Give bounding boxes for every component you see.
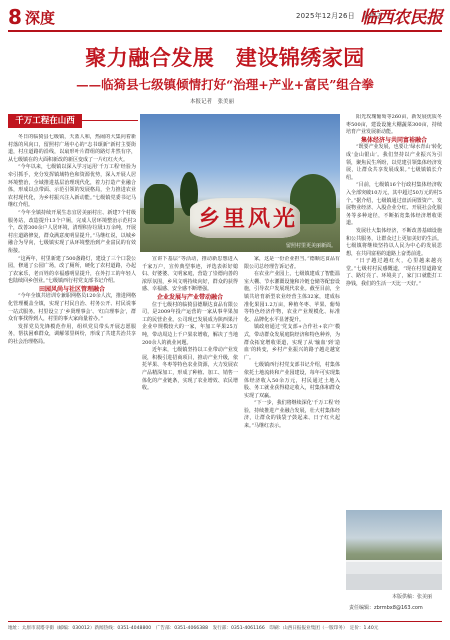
- col4-para: “日子越过越红火，心里越来越亮堂。”七级村村民感慨道，“现在村里道路宽了、路灯亮了、环境美了，家门口就能打工挣钱，我们的生活一天比一天好。”: [346, 258, 442, 288]
- col1-para: “今年全镇共培训专兼职网格员120余人次，推进网格化管理覆盖全镇，实现了村民自治、村务公开、村民说事一站式服务。村里设立了‘乡贤理事会’、‘红白理事会’，群众有事找得到人，村里的事大家商量着办。”: [8, 293, 136, 323]
- column-1: [8, 134, 136, 618]
- col3-para: 七级镇西行村党支部书记介绍，村集体依托土地流转和产业园建设，每年可实现集体经济收入50余万元，村民通过土地入股、务工就业获得稳定收入，村集体和群众实现了双赢。: [244, 362, 340, 399]
- photo-credit: 本版供稿：张美丽: [392, 594, 433, 600]
- label-rule: [82, 120, 138, 121]
- article-subhead: ——临猗县七级镇倾情打好“治理+产业+富民”组合拳: [76, 77, 374, 92]
- col4-para: “既要产业发展，也要让‘绿水青山’转化成‘金山银山’。我们坚持以产业振兴为引领，聚焦民生所盼，以党建引领集体经济发展，让群众共享发展成果。”七级镇镇长介绍。: [346, 144, 442, 181]
- page-number: 8: [8, 5, 22, 29]
- col1-para: “今年以来，七级镇以深入学习运用‘千万工程’经验为牵引抓手，充分发挥镇域特色和资源优势，深入开展人居环境整治，全域推进基层治理现代化，着力打造产业融合体，形成以点带面、示范引领的发展格局，全力推进农业农村现代化，为乡村振兴注入新动能。”七级镇党委书记马继红介绍。: [8, 164, 136, 209]
- article-headline: 聚力融合发展 建设锦绣家园: [85, 46, 365, 70]
- col3-para: 在农业产业园上，七级镇建成了智能温室大棚、节水灌溉设施和冷链仓储等配套设施，引导农户发展现代农业。截至目前，全镇共培育新型农业经营主体32家，建成标准化果园1.2万亩，种植冬枣、苹果、葡萄等特色经济作物，农业产业规模化、标准化、品牌化水平显著提升。: [244, 271, 340, 323]
- article-byline: 本报记者 张美丽: [190, 99, 235, 105]
- col4-para: 阳光玫瑰葡萄等260亩，新发展优质冬枣500亩，建设设施大棚蔬菜300亩，持续培育产业发展新动能。: [346, 114, 442, 136]
- col1-para: “这两年，村里新建了500盏路灯，建设了三个口袋公园，修通了公园广场，改了厕所，硬化了农村道路，办起了农家乐，老百姓的幸福感明显提升，在外打工的年轻人也陆续回乡创业。”七级镇西行村党支部书记介绍。: [8, 255, 136, 285]
- greenhouse-photo: [346, 510, 442, 590]
- photo-caption: 留照村里更美丽新面。: [285, 243, 336, 249]
- column-label: 千万工程在山西: [8, 114, 82, 128]
- subheading-collective-economy: 集体经济与共同富裕融合: [360, 136, 427, 144]
- article-photo: [140, 114, 340, 252]
- editor-contact: 责任编辑：zbrmbx8@163.com: [349, 605, 423, 611]
- header-rule: [8, 30, 442, 32]
- col1-para: 冬日的临猗县七级镇，天蓝人和，热闹的大集向着新村落的风向口，留照村广场中心的“志书颂新”新村主要街道，村庄道路的沿线，以扇形叶片群组的路灯井然有序，从七级镇在的大面积新改的新区变成了一片红红火火。: [8, 134, 136, 163]
- column-4: [346, 114, 442, 506]
- stone-inscription: 乡里风光: [198, 207, 299, 232]
- masthead-logo: 临西农民报: [360, 8, 443, 28]
- page-header: [0, 0, 450, 30]
- col3-para: 家，这是一份企业担当。”德顺达食品有限公司总经理告诉记者。: [244, 256, 340, 270]
- column-2: [142, 256, 238, 618]
- col3-para: 镇政府通过‘党支部+合作社+农户’模式，带动群众发展庭院经济和特色种养，为群众拓宽增收渠道，实现了从‘输血’到‘造血’的转变，乡村产业振兴的路子越走越宽广。: [244, 324, 340, 361]
- subheading-rural-governance: 田园风尚与社区管理融合: [38, 285, 105, 293]
- col2-para: 位于七级村的临猗县德顺达食品有限公司，是2009年投产运营的一家从事苹果加工的民营企业。公司现已发展成为陕西果汁企业中规模较大的一家，年加工苹果25万吨，带动周边上千户果农增收，解决了当地200余人的就业问题。: [142, 301, 238, 346]
- col2-para: 宣讲下基层”等活动，推动新思想进入千家万户，宣传典型事迹，评选表彰好媳妇、好婆婆、文明家庭，营造了崇德向善的浓厚氛围，乡风文明持续向好，群众的获得感、幸福感、安全感不断增强。: [142, 256, 238, 293]
- subheading-enterprise: 企业发展与产业带动融合: [156, 293, 223, 301]
- issue-date: 2025年12月26日 星期五: [296, 12, 384, 20]
- page-footer: 地址：太原市双塔寺街（邮编：030012）新闻热线：0351-4048800 广告部：0351-4066388 发行部：0351-4061166 印刷：山西日报报业集团（一版印务） 定价：1.40元: [8, 626, 379, 631]
- footer-rule: [8, 621, 442, 622]
- col3-para: “下一步，我们将继续深化‘千万工程’经验，持续推进产业融合发展，壮大村集体经济，让群众的钱袋子鼓起来、日子红火起来。”马继红表示。: [244, 400, 340, 430]
- col2-para: 近年来，七级镇坚持以工业带动产业发展，积极引进招商项目，推动产业升级，依托苹果、冬枣等特色农业资源，大力发展农产品精深加工，形成了种植、加工、销售一体化的产业链条，实现了农业增效、农民增收。: [142, 347, 238, 392]
- col1-para: 发挥党员先锋模范作用，组织党员带头开展志愿服务，帮扶困难群众，调解邻里纠纷，形成了共建共治共享的社会治理格局。: [8, 323, 136, 346]
- col4-para: 发展壮大集体经济，不断改善基础设施和公共服务，让群众过上更加美好的生活。七级镇将继续坚持以人民为中心的发展思想，在共同富裕的道路上奋勇前进。: [346, 227, 442, 257]
- column-3: [244, 256, 340, 618]
- col4-para: “目前，七级镇16个行政村集体经济收入全部突破10万元，其中超过50万元的村5个。”据介绍，七级镇通过盘活闲置资产、发展物业经济、入股企业分红、开展社会化服务等多种途径，不断拓宽集体经济增收渠道。: [346, 182, 442, 227]
- section-title: 深度: [25, 9, 56, 27]
- col1-para: “今年全镇持续开展生态宜居美丽村庄、新建7个村级服务站，改造提升13个户厕，完成人居环境整治示范村3个，改善300余户人居环境，清理积存垃圾1万余吨，开展村庄道路修复，群众满意度明显提升。”马继红说，以城乡融合为导向，七级镇实现了从环境整治到产业富民的有效衔接。: [8, 209, 136, 254]
